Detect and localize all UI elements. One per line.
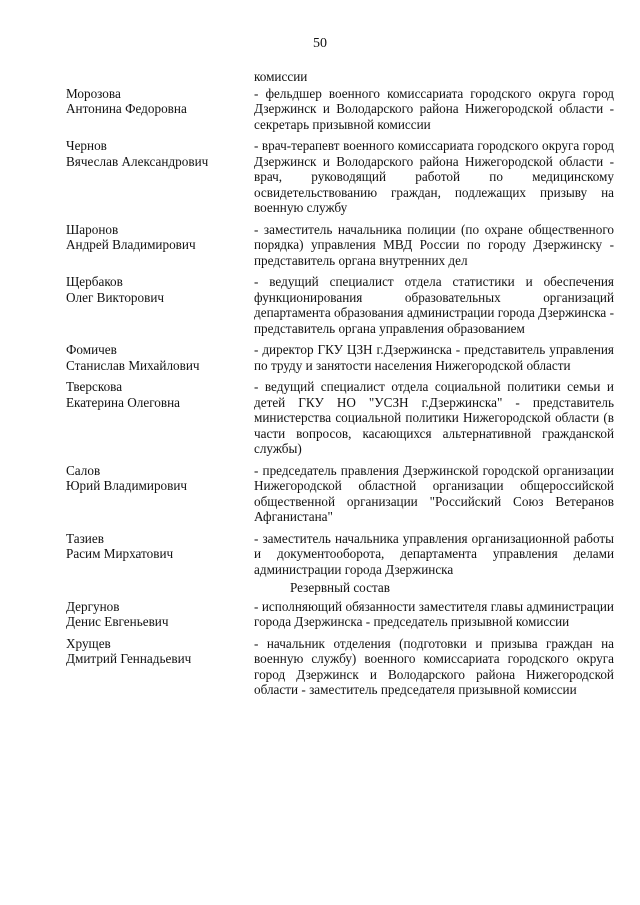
reserve-entry [66,599,614,630]
member-given-name: Антонина Федоровна [66,101,187,116]
member-name [66,599,254,630]
continuation-text: комиссии [254,69,308,84]
member-name [66,531,254,578]
member-entry [66,274,614,336]
member-surname: Салов [66,462,101,478]
member-name [66,86,254,133]
member-role: - председатель правления Дзержинской городской организации Нижегородской областной организации общероссийской общественной организации "Российский Союз Ветеранов Афганистана" [254,462,614,524]
member-name [66,138,254,216]
member-given-name: Екатерина Олеговна [66,394,181,410]
member-name [66,274,254,336]
reserve-section-title: Резервный состав [290,580,390,595]
member-name [66,222,254,269]
member-surname: Чернов [66,138,107,153]
member-surname: Морозова [66,85,121,101]
member-name [66,342,254,373]
member-surname: Тазиев [66,530,104,546]
member-entry [66,138,614,216]
member-entry [66,342,614,373]
member-role: - заместитель начальника управления организационной работы и документооборота, департамента управления делами администрации города Дзержинска [254,530,614,577]
member-given-name: Расим Мирхатович [66,546,174,561]
member-given-name: Юрий Владимирович [66,478,188,493]
member-surname: Хрущев [66,635,111,651]
member-surname: Щербаков [66,274,123,289]
reserve-entry [66,636,614,698]
member-role: - исполняющий обязанности заместителя главы администрации города Дзержинска - председатель призывной комиссии [254,598,614,629]
member-role: - начальник отделения (подготовки и призыва граждан на военную службу) военного комиссариата городского округа город Дзержинск и Володарского района Нижегородской области - заместитель председателя призывной комиссии [254,635,614,697]
member-entry [66,222,614,269]
member-surname: Дергунов [66,598,120,614]
member-surname: Тверскова [66,379,123,394]
member-entry [66,86,614,133]
page-number: 50 [313,36,327,51]
member-role: - ведущий специалист отдела статистики и обеспечения функционирования образовательных организаций департамента образования администрации города Дзержинска - представитель органа управления образованием [254,274,614,336]
member-surname: Фомичев [66,342,117,357]
member-given-name: Андрей Владимирович [66,237,196,252]
member-role: - врач-терапевт военного комиссариата городского округа город Дзержинск и Володарского района Нижегородской области - врач, руководящий работой по медицинскому освидетельствованию граждан, подлежащих призыву на военную службу [254,138,614,215]
commission-list [66,69,614,704]
member-name [66,463,254,525]
member-name [66,379,254,457]
member-role: - ведущий специалист отдела социальной политики семьи и детей ГКУ НО "УСЗН г.Дзержинска" - представитель министерства социальной политики Нижегородской области (в части вопросов, касающихся альтернативной гражданской службы) [254,379,614,456]
member-given-name: Дмитрий Геннадьевич [66,651,192,666]
member-entry [66,531,614,578]
member-role: - директор ГКУ ЦЗН г.Дзержинска - представитель управления по труду и занятости населения Нижегородской области [254,342,614,373]
member-given-name: Олег Викторович [66,289,165,305]
member-role: - фельдшер военного комиссариата городского округа город Дзержинск и Володарского района Нижегородской области - секретарь призывной комиссии [254,85,614,132]
member-surname: Шаронов [66,221,119,237]
member-given-name: Вячеслав Александрович [66,153,209,169]
member-given-name: Станислав Михайлович [66,357,200,373]
member-role: - заместитель начальника полиции (по охране общественного порядка) управления МВД России по городу Дзержинску - представитель органа внутренних дел [254,221,614,268]
member-entry [66,379,614,457]
member-given-name: Денис Евгеньевич [66,614,169,629]
member-entry [66,463,614,525]
member-name [66,636,254,698]
